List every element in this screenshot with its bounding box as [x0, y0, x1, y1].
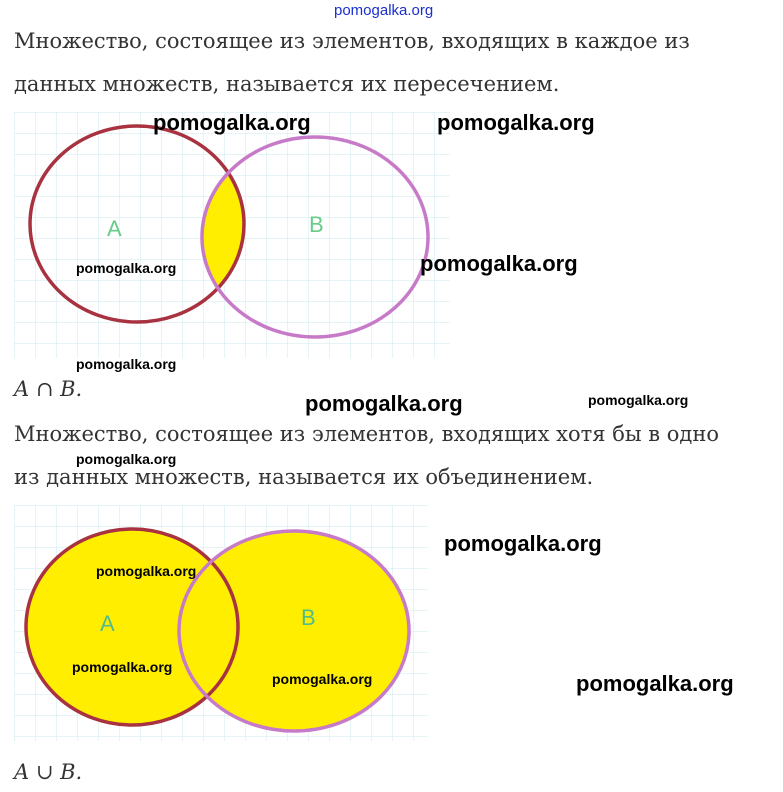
union-definition-line2: из данных множеств, называется их объединением. [14, 465, 594, 489]
watermark: pomogalka.org [272, 671, 373, 687]
intersection-definition-line1: Множество, состоящее из элементов, входящих в каждое из [14, 29, 690, 53]
intersection-formula: A ∩ B. [14, 377, 83, 401]
union-definition-line1: Множество, состоящее из элементов, входящих хотя бы в одно [14, 422, 719, 446]
watermark: pomogalka.org [576, 671, 734, 696]
watermark: pomogalka.org [588, 392, 689, 408]
watermark: pomogalka.org [437, 110, 595, 135]
intersection-definition-line2: данных множеств, называется их пересечением. [14, 72, 560, 96]
set-a-label: A [107, 216, 122, 241]
watermark: pomogalka.org [305, 391, 463, 416]
watermark-top: pomogalka.org [334, 2, 434, 19]
watermark: pomogalka.org [76, 356, 177, 372]
set-b-label: B [301, 605, 316, 630]
watermark: pomogalka.org [96, 563, 197, 579]
watermark: pomogalka.org [153, 110, 311, 135]
set-b-label: B [309, 212, 324, 237]
set-a-label: A [100, 611, 115, 636]
union-formula: A ∪ B. [14, 760, 83, 784]
union-venn-diagram [14, 505, 434, 750]
intersection-venn-diagram [14, 112, 454, 362]
watermark: pomogalka.org [420, 251, 578, 276]
watermark: pomogalka.org [72, 659, 173, 675]
watermark: pomogalka.org [76, 260, 177, 276]
watermark: pomogalka.org [444, 531, 602, 556]
watermark: pomogalka.org [76, 451, 177, 467]
